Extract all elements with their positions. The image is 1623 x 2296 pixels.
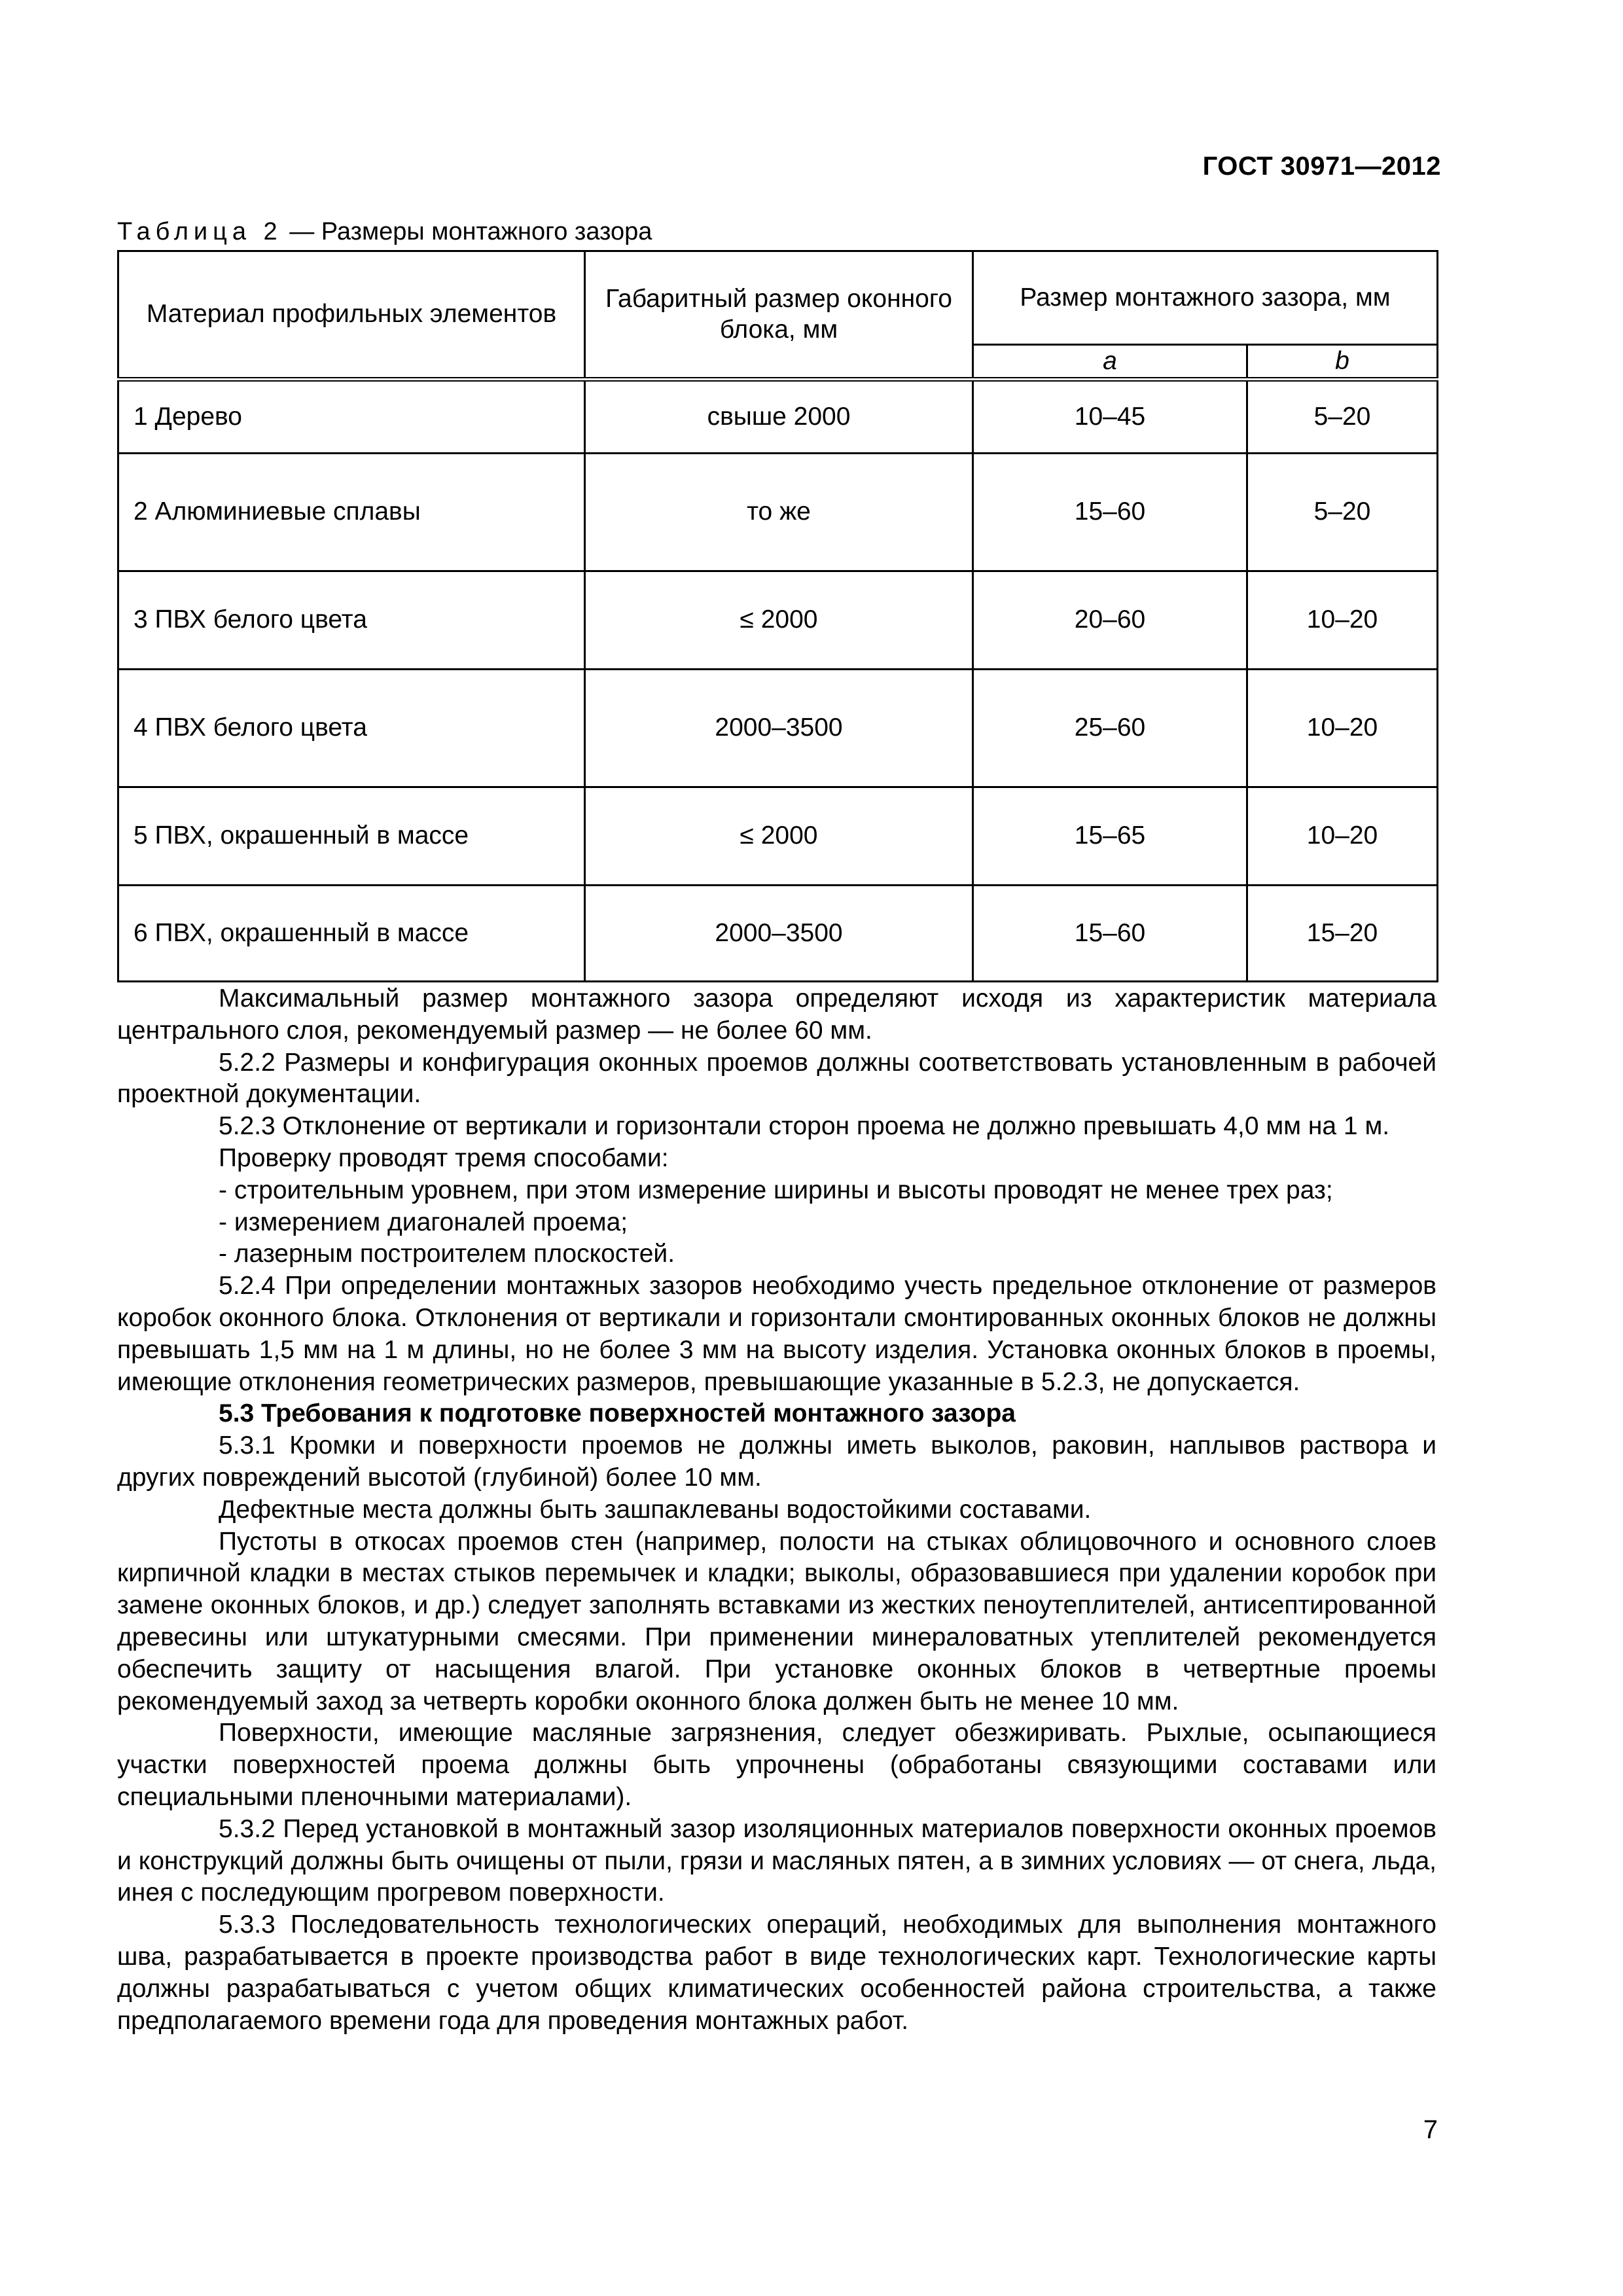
section-heading: 5.3 Требования к подготовке поверхностей монтажного зазора bbox=[219, 1399, 1016, 1428]
list-item: - измерением диагоналей проема; bbox=[219, 1208, 628, 1236]
cell-material: 4 ПВХ белого цвета bbox=[118, 670, 585, 787]
paragraph: 5.2.4 При определении монтажных зазоров необходимо учесть предельное отклонение от размеров коробок оконного блока. Отклонения от вертикали и горизонтали смонтированных оконных блоков не должны превышать 1,5 мм на 1 м длины, но не более 3 мм на высоту изделия. Установка оконных блоков в проемы, имеющие отклонения геометрических размеров, превышающие указанные в 5.2.3, не допускается. bbox=[117, 1272, 1436, 1396]
cell-block-size: свыше 2000 bbox=[585, 380, 973, 454]
cell-material: 6 ПВХ, окрашенный в массе bbox=[118, 886, 585, 982]
cell-gap-b: 15–20 bbox=[1247, 886, 1438, 982]
column-header-a: a bbox=[973, 345, 1247, 380]
cell-material: 2 Алюминиевые сплавы bbox=[118, 454, 585, 571]
table-caption-label: Таблица 2 bbox=[117, 218, 283, 245]
cell-gap-b: 10–20 bbox=[1247, 571, 1438, 670]
gap-size-table bbox=[117, 250, 1438, 982]
list-item: - лазерным построителем плоскостей. bbox=[219, 1240, 675, 1268]
standard-code: ГОСТ 30971—2012 bbox=[1202, 152, 1441, 181]
table-caption-title: — Размеры монтажного зазора bbox=[289, 218, 652, 245]
cell-gap-a: 15–60 bbox=[973, 454, 1247, 571]
page-number: 7 bbox=[1423, 2115, 1438, 2144]
paragraph: 5.2.2 Размеры и конфигурация оконных проемов должны соответствовать установленным в рабочей проектной документации. bbox=[117, 1048, 1436, 1109]
cell-gap-b: 10–20 bbox=[1247, 670, 1438, 787]
cell-gap-a: 15–65 bbox=[973, 787, 1247, 886]
cell-gap-a: 25–60 bbox=[973, 670, 1247, 787]
cell-gap-a: 15–60 bbox=[973, 886, 1247, 982]
paragraph: 5.2.3 Отклонение от вертикали и горизонтали сторон проема не должно превышать 4,0 мм на 1 м. bbox=[219, 1112, 1390, 1141]
paragraph: Пустоты в откосах проемов стен (например, полости на стыках облицовочного и основного слоев кирпичной кладки в местах стыков перемычек и кладки; выколы, образовавшиеся при удалении коробок при замене оконных блоков, и др.) следует заполнять вставками из жестких пеноутеплителей, антисептированной древесины или штукатурными смесями. При применении минераловатных утеплителей рекомендуется обеспечить защиту от насыщения влагой. При установке оконных блоков в четвертные проемы рекомендуемый заход за четверть коробки оконного блока должен быть не менее 10 мм. bbox=[117, 1527, 1436, 1715]
cell-gap-b: 5–20 bbox=[1247, 454, 1438, 571]
column-header-material: Материал профильных элементов bbox=[118, 251, 585, 380]
table-row bbox=[118, 886, 1438, 982]
cell-gap-b: 10–20 bbox=[1247, 787, 1438, 886]
cell-block-size: ≤ 2000 bbox=[585, 571, 973, 670]
paragraph: Проверку проводят тремя способами: bbox=[219, 1143, 669, 1172]
table-row bbox=[118, 380, 1438, 454]
cell-material: 5 ПВХ, окрашенный в массе bbox=[118, 787, 585, 886]
cell-gap-a: 20–60 bbox=[973, 571, 1247, 670]
cell-block-size: 2000–3500 bbox=[585, 886, 973, 982]
column-header-b: b bbox=[1247, 345, 1438, 380]
cell-gap-a: 10–45 bbox=[973, 380, 1247, 454]
body-text bbox=[117, 983, 1436, 2037]
paragraph: Дефектные места должны быть зашпаклеваны водостойкими составами. bbox=[219, 1495, 1092, 1524]
cell-gap-b: 5–20 bbox=[1247, 380, 1438, 454]
paragraph: Поверхности, имеющие масляные загрязнения, следует обезжиривать. Рыхлые, осыпающиеся участки поверхностей проема должны быть упрочнены (обработаны связующими составами или специальными пленочными материалами). bbox=[117, 1719, 1436, 1811]
cell-material: 1 Дерево bbox=[118, 380, 585, 454]
cell-block-size: 2000–3500 bbox=[585, 670, 973, 787]
paragraph: 5.3.1 Кромки и поверхности проемов не должны иметь выколов, раковин, наплывов раствора и других повреждений высотой (глубиной) более 10 мм. bbox=[117, 1431, 1436, 1492]
cell-block-size: ≤ 2000 bbox=[585, 787, 973, 886]
table-caption bbox=[117, 218, 652, 246]
column-header-block-size: Габаритный размер оконного блока, мм bbox=[585, 251, 973, 380]
cell-block-size: то же bbox=[585, 454, 973, 571]
paragraph: 5.3.3 Последовательность технологических операций, необходимых для выполнения монтажного шва, разрабатывается в проекте производства работ в виде технологических карт. Технологические карты должны разрабатываться с учетом общих климатических особенностей района строительства, а также предполагаемого времени года для проведения монтажных работ. bbox=[117, 1910, 1436, 2035]
paragraph: 5.3.2 Перед установкой в монтажный зазор изоляционных материалов поверхности оконных проемов и конструкций должны быть очищены от пыли, грязи и масляных пятен, а в зимних условиях — от снега, льда, инея с последующим прогревом поверхности. bbox=[117, 1814, 1436, 1907]
paragraph: Максимальный размер монтажного зазора определяют исходя из характеристик материала центрального слоя, рекомендуемый размер — не более 60 мм. bbox=[117, 984, 1436, 1045]
table-row bbox=[118, 454, 1438, 571]
list-item: - строительным уровнем, при этом измерение ширины и высоты проводят не менее трех раз; bbox=[219, 1175, 1333, 1204]
table-row bbox=[118, 571, 1438, 670]
table-row bbox=[118, 787, 1438, 886]
cell-material: 3 ПВХ белого цвета bbox=[118, 571, 585, 670]
table-row bbox=[118, 670, 1438, 787]
column-header-gap-size: Размер монтажного зазора, мм bbox=[973, 251, 1438, 345]
